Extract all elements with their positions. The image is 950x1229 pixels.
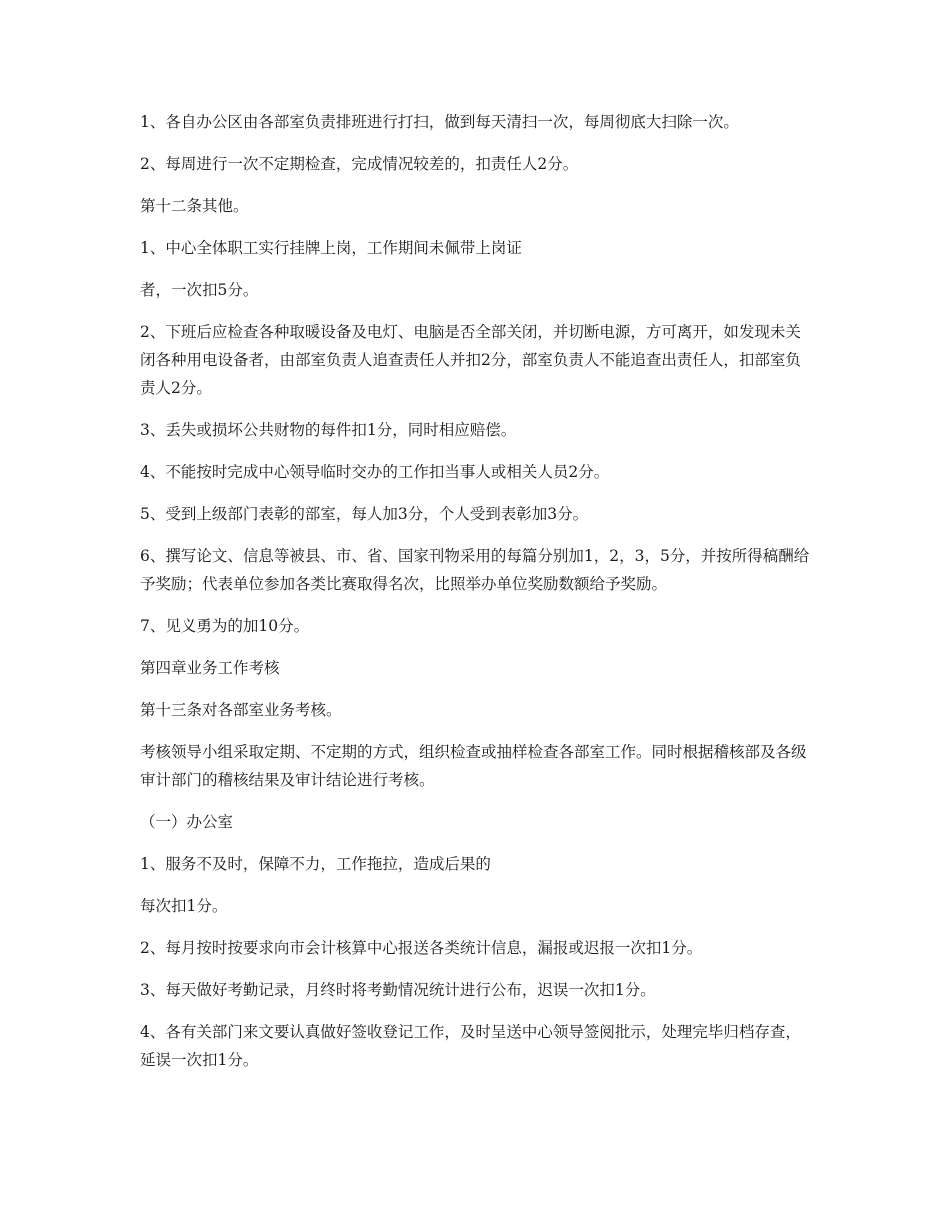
paragraph: 5、受到上级部门表彰的部室，每人加3分，个人受到表彰加3分。 (140, 505, 589, 523)
paragraph: 1、服务不及时，保障不力，工作拖拉，造成后果的 (140, 855, 491, 873)
subsection-heading: （一）办公室 (140, 813, 234, 831)
paragraph: 2、每月按时按要求向市会计核算中心报送各类统计信息，漏报或迟报一次扣1分。 (140, 939, 703, 957)
paragraph: 2、下班后应检查各种取暖设备及电灯、电脑是否全部关闭，并切断电源，方可离开，如发现未关闭各种用电设备者，由部室负责人追查责任人并扣2分，部室负责人不能追查出责任人，扣部室负责人2分。 (140, 323, 801, 397)
paragraph: 3、每天做好考勤记录，月终时将考勤情况统计进行公布，迟误一次扣1分。 (140, 981, 656, 999)
paragraph: 7、见义勇为的加10分。 (140, 617, 310, 635)
section-heading: 第十二条其他。 (140, 197, 249, 215)
paragraph: 2、每周进行一次不定期检查，完成情况较差的，扣责任人2分。 (140, 155, 579, 173)
chapter-heading: 第四章业务工作考核 (140, 659, 280, 677)
paragraph: 1、中心全体职工实行挂牌上岗，工作期间未佩带上岗证 (140, 239, 522, 257)
paragraph: 1、各自办公区由各部室负责排班进行打扫，做到每天清扫一次，每周彻底大扫除一次。 (140, 113, 739, 131)
paragraph: 4、各有关部门来文要认真做好签收登记工作，及时呈送中心领导签阅批示，处理完毕归档存查，延误一次扣1分。 (140, 1023, 801, 1069)
paragraph: 6、撰写论文、信息等被县、市、省、国家刊物采用的每篇分别加1，2，3，5分，并按所得稿酬给予奖励；代表单位参加各类比赛取得名次，比照举办单位奖励数额给予奖励。 (140, 547, 810, 593)
paragraph: 4、不能按时完成中心领导临时交办的工作扣当事人或相关人员2分。 (140, 463, 610, 481)
paragraph: 考核领导小组采取定期、不定期的方式，组织检查或抽样检查各部室工作。同时根据稽核部及各级审计部门的稽核结果及审计结论进行考核。 (140, 743, 807, 789)
paragraph: 每次扣1分。 (140, 897, 228, 915)
paragraph: 者，一次扣5分。 (140, 281, 259, 299)
paragraph: 3、丢失或损坏公共财物的每件扣1分，同时相应赔偿。 (140, 421, 517, 439)
section-heading: 第十三条对各部室业务考核。 (140, 701, 342, 719)
document-body (140, 108, 810, 1088)
